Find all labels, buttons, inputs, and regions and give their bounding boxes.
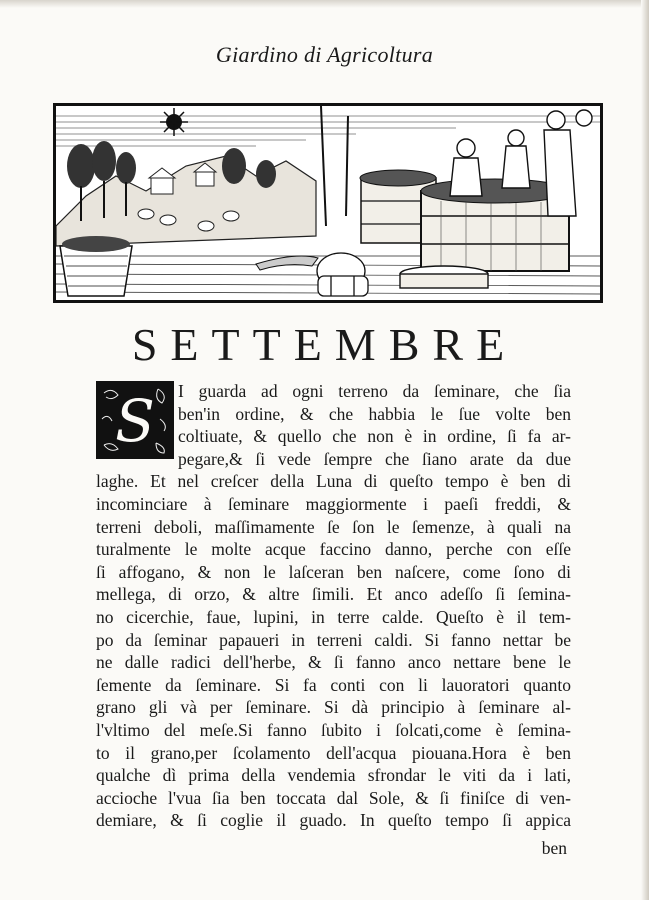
month-title: SETTEMBRE [131, 319, 518, 370]
text-line: ſi affogano, & non le laſceran ben naſcere, come ſono di [96, 561, 571, 582]
woodcut-illustration [53, 103, 603, 303]
text-line: qualche dì prima della vendemia sfrondar le viti da i lati, [96, 765, 571, 786]
text-line: terreni deboli, maſſimamente ſe ſon le ſemenze, à quali na [96, 516, 571, 537]
flat-tub-icon [400, 266, 488, 288]
text-line: demiare, & ſi coglie il guado. In queſto tempo ſi appica [96, 810, 571, 831]
text-line: accioche l'vua ſia ben toccata dal Sole, & ſi finiſce di ven- [96, 787, 571, 808]
text-line: I guarda ad ogni terreno da ſeminare, che ſia [178, 381, 571, 401]
running-head: Giardino di Agricoltura [215, 42, 434, 67]
text-line: po da ſeminar papaueri in terreni caldi. Si fanno nettar be [96, 629, 571, 650]
text-line: to il grano,per ſcolamento dell'acqua piouana.Hora è ben [96, 742, 571, 763]
text-line: pegare,& ſi vede ſempre che ſiano arate da due [178, 448, 571, 469]
text-line: mellega, di orzo, & altre ſimili. Et anco adeſſo ſi ſemina- [96, 584, 571, 605]
sun-icon [160, 108, 188, 136]
text-line: incominciare à ſeminare maggiormente i paeſi freddi, & [96, 493, 571, 514]
body-text [96, 380, 571, 832]
text-line: turalmente le molte acque faccino danno, perche con eſſe [96, 539, 571, 560]
page-edge-right [641, 0, 649, 900]
woodcut-scene [56, 106, 600, 300]
grape-basket-icon [60, 236, 132, 296]
text-line: ben'in ordine, & che habbia le ſue volte ben [178, 403, 571, 424]
text-line: grano gli và per ſeminare. Si dà principio à ſeminare al- [96, 697, 571, 718]
text-line: ſemente da ſeminare. Si fa conti con li lauoratori quanto [96, 674, 571, 695]
text-line: laghe. Et nel creſcer della Luna di queſto tempo è ben di [96, 471, 571, 492]
catchword: ben [541, 838, 567, 858]
text-line: l'vltimo del meſe.Si fanno ſubito i ſolcati,come è ſemina- [96, 719, 571, 740]
barrel-icon [317, 253, 368, 296]
initial-letter: S [115, 387, 155, 455]
page-edge-top [0, 0, 649, 8]
text-line: ne dalle radici dell'herbe, & ſi fanno anco nettare bene le [96, 652, 571, 673]
text-line: coltiuate, & quello che non è in ordine, ſi fa ar- [178, 426, 571, 447]
text-line: no cicerchie, faue, lupini, in terre calde. Queſto è il tem- [96, 606, 571, 627]
